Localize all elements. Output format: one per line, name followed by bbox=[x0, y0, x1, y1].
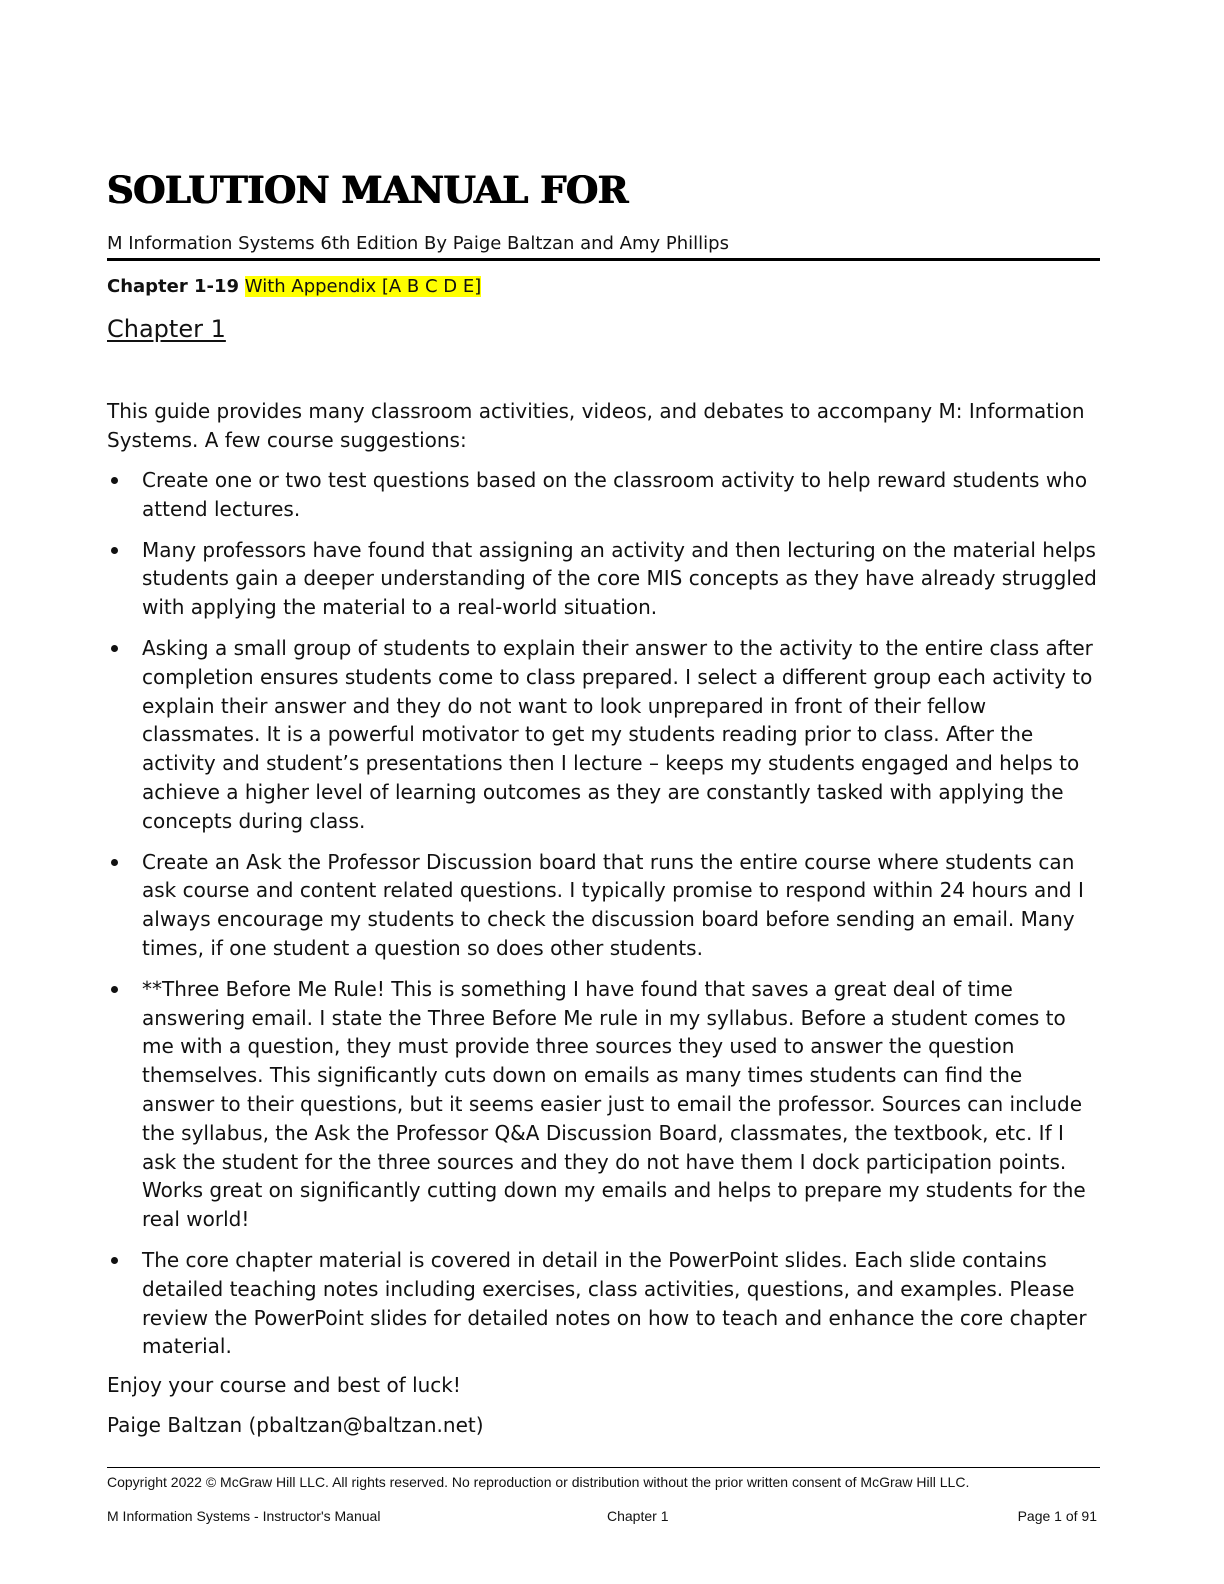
subtitle-divider bbox=[107, 258, 1100, 261]
footer-copyright: Copyright 2022 © McGraw Hill LLC. All rights reserved. No reproduction or distribution without the prior written consent of McGraw Hill LLC. bbox=[107, 1474, 970, 1490]
book-subtitle: M Information Systems 6th Edition By Paige Baltzan and Amy Phillips bbox=[107, 233, 729, 254]
list-item bbox=[107, 466, 1097, 524]
author-signature: Paige Baltzan (pbaltzan@baltzan.net) bbox=[107, 1413, 484, 1437]
footer bbox=[107, 1507, 1100, 1525]
chapter-range-line bbox=[107, 275, 481, 299]
bullet-icon bbox=[111, 645, 118, 652]
footer-divider bbox=[107, 1467, 1100, 1468]
list-item-text: Asking a small group of students to explain their answer to the activity to the entire class after completion ensures students come to class prepared. I select a different group each activity to explain their answer and they do not want to look unprepared in front of their fellow classmates. It is a powerful motivator to get my students reading prior to class. After the activity and student’s presentations then I lecture – keeps my students engaged and helps to achieve a higher level of learning outcomes as they are constantly tasked with applying the concepts during class. bbox=[142, 635, 1093, 833]
list-item bbox=[107, 634, 1097, 836]
chapter-range-label: Chapter 1-19 bbox=[107, 276, 240, 297]
list-item bbox=[107, 848, 1097, 963]
page-title: SOLUTION MANUAL FOR bbox=[107, 168, 628, 212]
bullet-icon bbox=[111, 477, 118, 484]
footer-page-number: Page 1 of 91 bbox=[1017, 1508, 1097, 1524]
list-item-text: **Three Before Me Rule! This is something I have found that saves a great deal of time answering email. I state the Three Before Me rule in my syllabus. Before a student comes to me with a question, they must provide three sources they used to answer the question themselves. This significantly cuts down on emails as many times students can find the answer to their questions, but it seems easier just to email the professor. Sources can include the syllabus, the Ask the Professor Q&A Discussion Board, classmates, the textbook, etc. If I ask the student for the three sources and they do not have them I dock participation points. Works great on significantly cutting down my emails and helps to prepare my students for the real world! bbox=[142, 976, 1086, 1232]
list-item bbox=[107, 1246, 1097, 1361]
footer-manual-title: M Information Systems - Instructor's Manual bbox=[107, 1508, 381, 1524]
chapter-heading: Chapter 1 bbox=[107, 315, 226, 343]
list-item-text: The core chapter material is covered in detail in the PowerPoint slides. Each slide contains detailed teaching notes including exercises, class activities, questions, and examples. Please review the PowerPoint slides for detailed notes on how to teach and enhance the core chapter material. bbox=[142, 1247, 1087, 1359]
list-item bbox=[107, 536, 1097, 622]
list-item-text: Many professors have found that assigning an activity and then lecturing on the material helps students gain a deeper understanding of the core MIS concepts as they have already struggled with applying the material to a real-world situation. bbox=[142, 537, 1097, 620]
bullet-icon bbox=[111, 859, 118, 866]
bullet-icon bbox=[111, 547, 118, 554]
list-item-text: Create an Ask the Professor Discussion board that runs the entire course where students can ask course and content related questions. I typically promise to respond within 24 hours and I always encourage my students to check the discussion board before sending an email. Many times, if one student a question so does other students. bbox=[142, 849, 1084, 960]
bullet-icon bbox=[111, 1257, 118, 1264]
list-item bbox=[107, 975, 1097, 1234]
bullet-icon bbox=[111, 986, 118, 993]
closing-line: Enjoy your course and best of luck! bbox=[107, 1373, 461, 1397]
list-item-text: Create one or two test questions based on the classroom activity to help reward students who attend lectures. bbox=[142, 468, 1088, 521]
suggestion-list bbox=[107, 466, 1097, 1373]
intro-paragraph: This guide provides many classroom activities, videos, and debates to accompany M: Information Systems. A few course suggestions: bbox=[107, 399, 1085, 452]
footer-chapter: Chapter 1 bbox=[607, 1508, 669, 1524]
appendix-highlight: With Appendix [A B C D E] bbox=[244, 276, 482, 297]
